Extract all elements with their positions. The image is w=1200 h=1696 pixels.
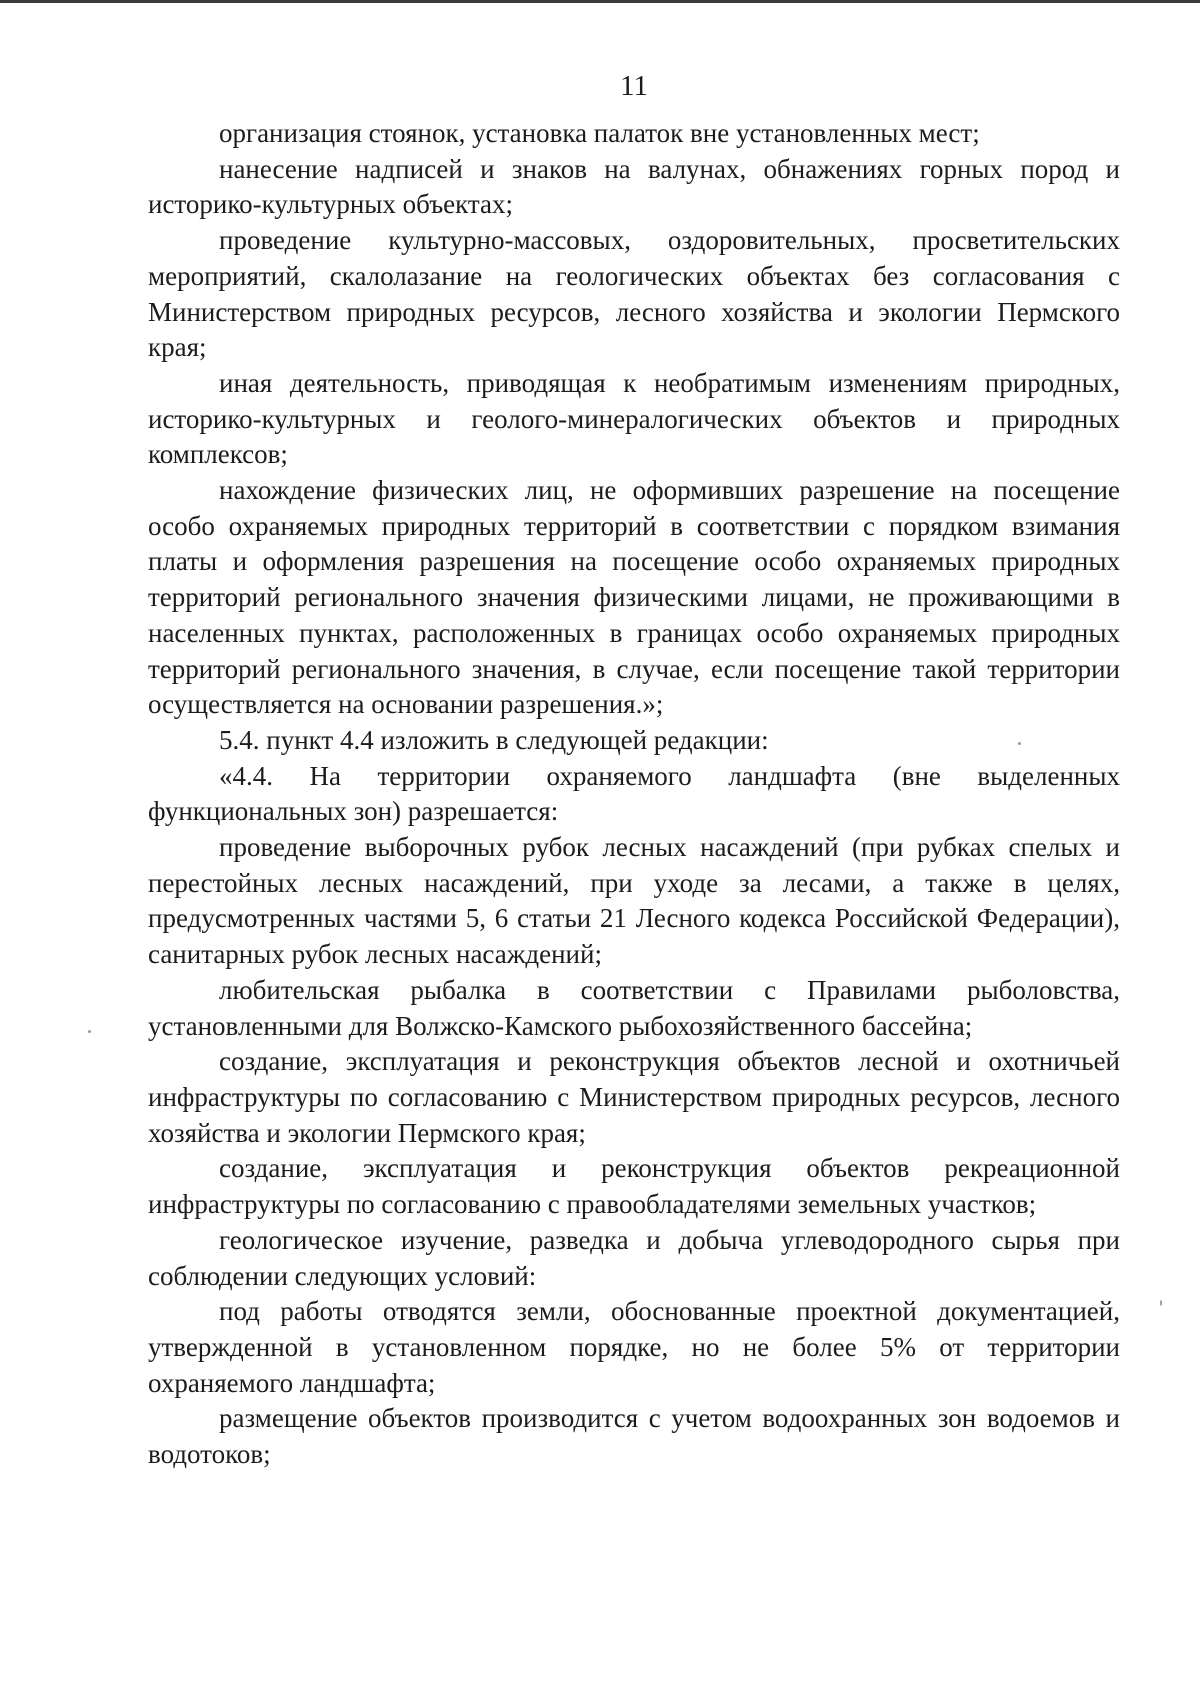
- paragraph-11: создание, эксплуатация и реконструкция объектов рекреационной инфраструктуры по согласованию с правообладателями земельных участков;: [148, 1153, 1120, 1220]
- paragraph-12: геологическое изучение, разведка и добыча углеводородного сырья при соблюдении следующих условий:: [148, 1224, 1120, 1291]
- document-body: [148, 116, 1120, 1473]
- paragraph-3: проведение культурно-массовых, оздоровительных, просветительских мероприятий, скалолазание на геологических объектах без согласования с Министерством природных ресурсов, лесного хозяйства и экологии Пермского края;: [148, 225, 1120, 363]
- paragraph-1: организация стоянок, установка палаток вне установленных мест;: [219, 118, 980, 148]
- scan-speck: [1018, 742, 1021, 745]
- paragraph-8: проведение выборочных рубок лесных насаждений (при рубках спелых и перестойных лесных насаждений, при уходе за лесами, а также в целях, предусмотренных частями 5, 6 статьи 21 Лесного кодекса Российской Федерации), санитарных рубок лесных насаждений;: [148, 832, 1120, 970]
- paragraph-7: «4.4. На территории охраняемого ландшафта (вне выделенных функциональных зон) разрешается:: [148, 760, 1120, 827]
- scan-speck: [1160, 1300, 1162, 1306]
- paragraph-10: создание, эксплуатация и реконструкция объектов лесной и охотничьей инфраструктуры по согласованию с Министерством природных ресурсов, лесного хозяйства и экологии Пермского края;: [148, 1046, 1120, 1148]
- paragraph-6: 5.4. пункт 4.4 изложить в следующей редакции:: [219, 724, 769, 755]
- paragraph-9: любительская рыбалка в соответствии с Правилами рыболовства, установленными для Волжско-Камского рыбохозяйственного бассейна;: [148, 974, 1120, 1041]
- paragraph-4: иная деятельность, приводящая к необратимым изменениям природных, историко-культурных и геолого-минералогических объектов и природных комплексов;: [148, 367, 1120, 470]
- paragraph-2: нанесение надписей и знаков на валунах, обнажениях горных пород и историко-культурных объектах;: [148, 153, 1120, 220]
- scan-speck: [88, 1030, 91, 1033]
- scan-top-edge: [0, 0, 1200, 3]
- paragraph-14: размещение объектов производится с учетом водоохранных зон водоемов и водотоков;: [148, 1403, 1120, 1470]
- page-number: 11: [620, 70, 648, 102]
- paragraph-13: под работы отводятся земли, обоснованные проектной документацией, утвержденной в установленном порядке, но не более 5% от территории охраняемого ландшафта;: [148, 1296, 1120, 1398]
- paragraph-5: нахождение физических лиц, не оформивших разрешение на посещение особо охраняемых природных территорий в соответствии с порядком взимания платы и оформления разрешения на посещение особо охраняемых природных территорий регионального значения физическими лицами, не проживающими в населенных пунктах, расположенных в границах особо охраняемых природных территорий регионального значения, в случае, если посещение такой территории осуществляется на основании разрешения.»;: [148, 475, 1120, 720]
